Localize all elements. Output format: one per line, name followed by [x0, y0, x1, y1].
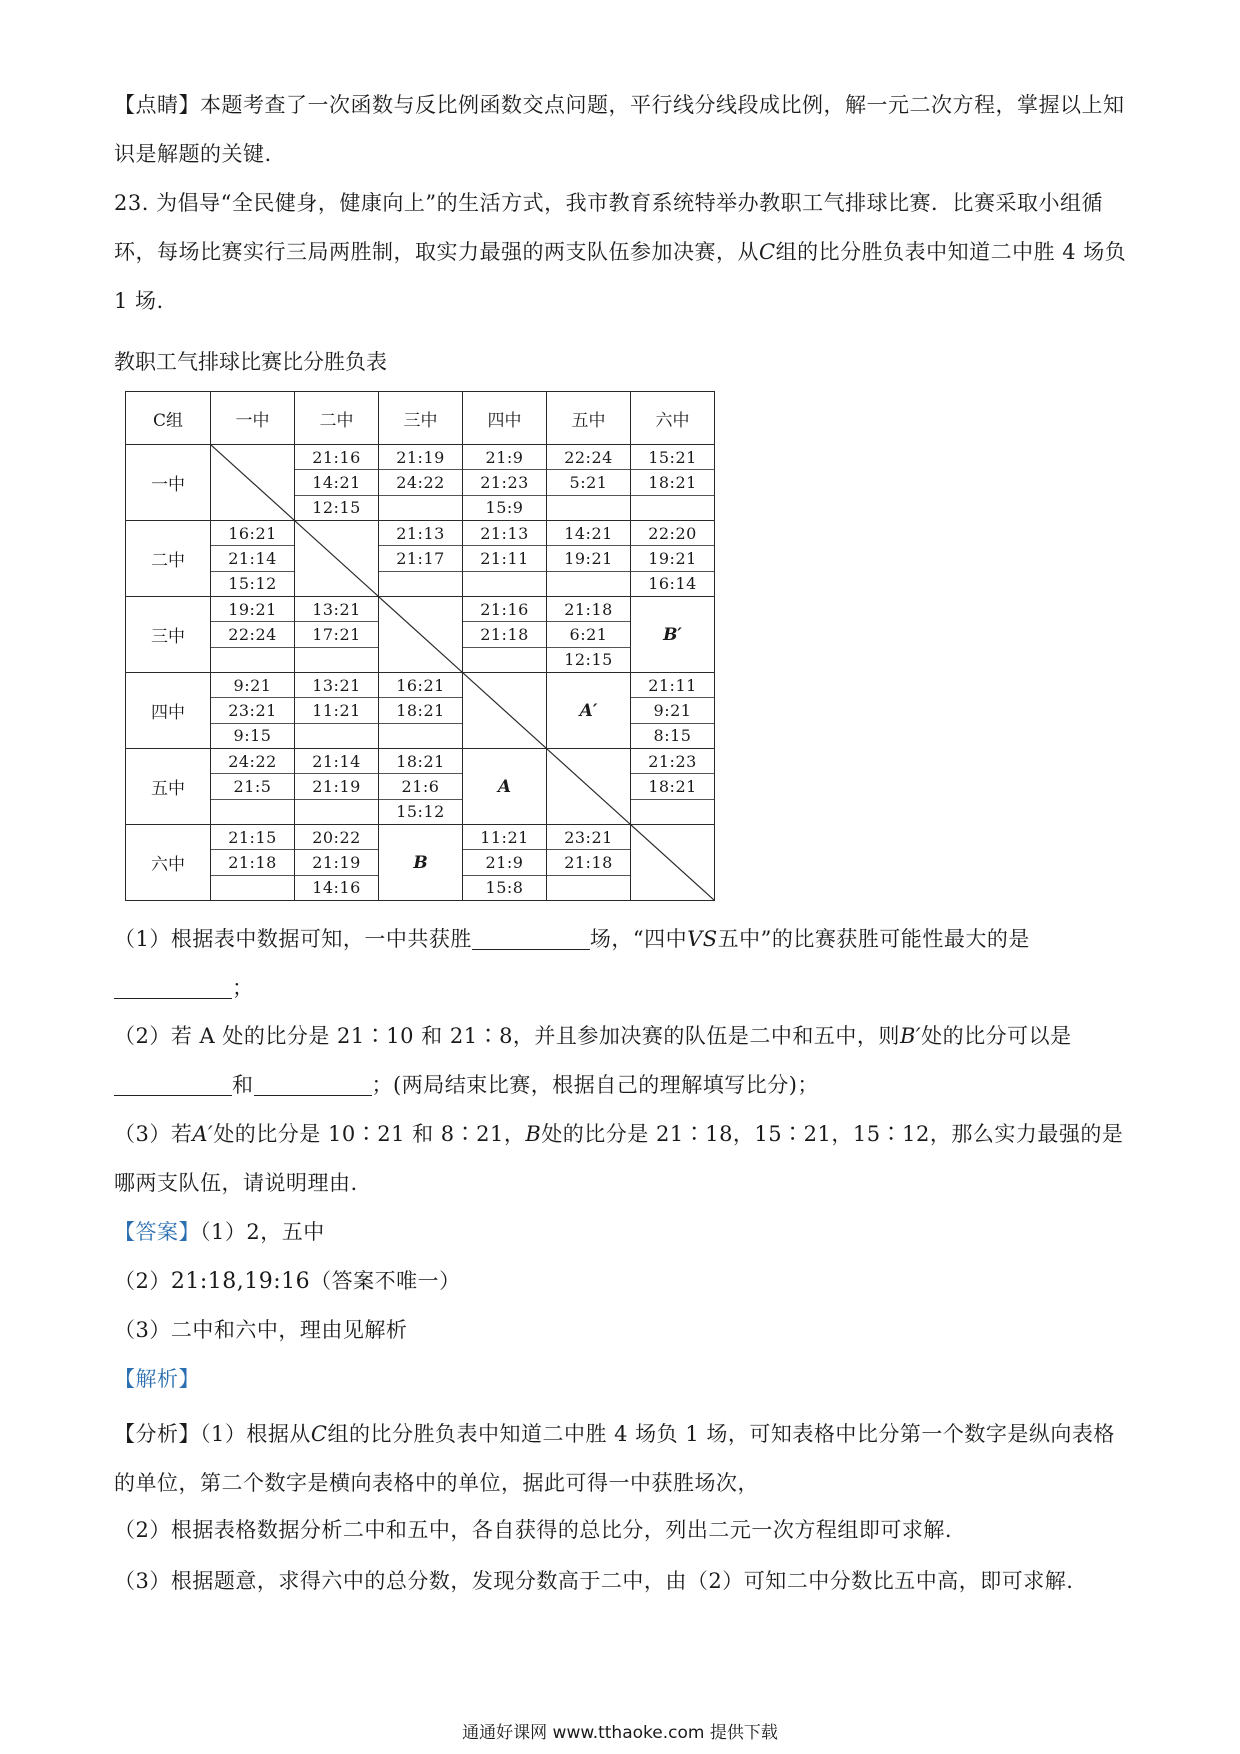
score-line	[295, 648, 378, 672]
score-line: 21:16	[295, 445, 378, 470]
diagonal-line	[295, 521, 378, 596]
score-line: 21:13	[463, 521, 546, 546]
score-lines	[211, 825, 294, 900]
score-cell	[463, 825, 547, 901]
score-cell	[211, 673, 295, 749]
score-line: 21:9	[463, 850, 546, 875]
score-lines	[379, 521, 462, 596]
score-line	[547, 876, 630, 900]
score-lines	[211, 521, 294, 596]
q3-paragraph	[114, 1110, 1134, 1208]
score-line: 19:21	[631, 546, 714, 571]
q3-b: B	[525, 1122, 542, 1146]
placeholder-letter: B	[413, 852, 428, 873]
score-cell	[295, 673, 379, 749]
score-cell	[631, 749, 715, 825]
score-cell	[211, 521, 295, 597]
score-line: 15:21	[631, 445, 714, 470]
table-corner: C组	[126, 392, 211, 445]
score-line: 14:21	[295, 470, 378, 495]
q1-text-d: ；	[232, 976, 254, 1000]
score-line: 21:23	[631, 749, 714, 774]
score-line: 14:16	[312, 878, 361, 898]
score-table-body	[126, 392, 715, 901]
score-cell	[463, 521, 547, 597]
score-line: 24:22	[379, 470, 462, 495]
q2-text-b: 处的比分可以是	[921, 1024, 1072, 1048]
score-cell	[547, 521, 631, 597]
score-cell	[631, 445, 715, 521]
score-line: 15:9	[485, 498, 524, 518]
score-line: 21:23	[463, 470, 546, 495]
score-table	[125, 391, 715, 901]
score-line	[631, 496, 714, 520]
placeholder-cell	[547, 673, 631, 749]
diagonal-cell	[211, 445, 295, 521]
score-lines	[463, 521, 546, 596]
score-lines	[547, 597, 630, 672]
score-line: 11:21	[463, 825, 546, 850]
placeholder-cell	[463, 749, 547, 825]
q1-blank-1[interactable]	[472, 927, 590, 950]
score-cell	[631, 673, 715, 749]
answer-tag: 【答案】	[114, 1220, 200, 1244]
score-cell	[547, 597, 631, 673]
score-line: 21:6	[379, 774, 462, 799]
score-line: 21:18	[211, 850, 294, 875]
row-header: 二中	[126, 521, 211, 597]
score-cell	[211, 825, 295, 901]
table-row	[126, 521, 715, 597]
score-line	[631, 800, 714, 824]
row-header: 五中	[126, 749, 211, 825]
score-line: 18:21	[379, 698, 462, 723]
placeholder-cell	[379, 825, 463, 901]
score-line: 21:15	[211, 825, 294, 850]
score-lines	[211, 673, 294, 748]
score-cell	[547, 825, 631, 901]
score-lines	[463, 445, 546, 520]
score-cell	[295, 597, 379, 673]
score-line	[379, 496, 462, 520]
q1-text-b: 场，“四中	[589, 927, 688, 951]
score-lines	[547, 521, 630, 596]
score-cell	[547, 445, 631, 521]
q2-text-a: （2）若 A 处的比分是 21∶10 和 21∶8，并且参加决赛的队伍是二中和五中，则	[114, 1024, 900, 1048]
score-line: 11:21	[295, 698, 378, 723]
score-lines	[379, 749, 462, 824]
score-line: 13:21	[295, 597, 378, 622]
analysis-p1-c: C	[310, 1422, 328, 1446]
score-cell	[379, 521, 463, 597]
score-line: 14:21	[547, 521, 630, 546]
score-line	[379, 724, 462, 748]
column-header: 四中	[463, 392, 547, 445]
score-line: 15:12	[228, 574, 277, 594]
score-lines	[463, 597, 546, 672]
score-line: 19:21	[211, 597, 294, 622]
q3-text-c: 处的比分是 21∶18，15∶21，15∶12，那么实力最强的是哪两支队伍，请说明理由.	[114, 1122, 1124, 1195]
diagonal-line	[463, 673, 546, 748]
score-line: 17:21	[295, 622, 378, 647]
score-line	[463, 648, 546, 672]
table-row	[126, 597, 715, 673]
table-row	[126, 749, 715, 825]
score-lines	[295, 597, 378, 672]
row-header: 一中	[126, 445, 211, 521]
score-line: 13:21	[295, 673, 378, 698]
score-line: 6:21	[547, 622, 630, 647]
score-lines	[379, 673, 462, 748]
score-line: 21:5	[211, 774, 294, 799]
score-lines	[631, 673, 714, 748]
analysis-p1	[114, 1410, 1134, 1508]
score-line: 9:21	[631, 698, 714, 723]
diagonal-line	[547, 749, 630, 824]
score-cell	[379, 445, 463, 521]
score-line: 21:19	[295, 774, 378, 799]
score-line: 16:14	[648, 574, 697, 594]
analysis-p2: （2）根据表格数据分析二中和五中，各自获得的总比分，列出二元一次方程组即可求解.	[114, 1518, 953, 1542]
diagonal-line	[631, 825, 714, 900]
diagonal-line	[211, 445, 294, 520]
score-lines	[295, 673, 378, 748]
q1-paragraph	[114, 915, 1134, 1013]
score-line: 21:13	[379, 521, 462, 546]
dianjing-text: 本题考查了一次函数与反比例函数交点问题，平行线分线段成比例，解一元二次方程，掌握以上知识是解题的关键.	[114, 93, 1125, 166]
placeholder-letter: B′	[663, 624, 682, 645]
score-line: 22:24	[211, 622, 294, 647]
analysis-p3: （3）根据题意，求得六中的总分数，发现分数高于二中，由（2）可知二中分数比五中高，即可求解.	[114, 1569, 1074, 1593]
dianjing-tag: 【点睛】	[114, 93, 200, 117]
diagonal-cell	[631, 825, 715, 901]
score-line: 15:12	[396, 802, 445, 822]
score-line: 9:15	[233, 726, 272, 746]
score-cell	[379, 749, 463, 825]
score-line: 21:18	[463, 622, 546, 647]
table-row	[126, 445, 715, 521]
q2-bprime: B′	[899, 1024, 922, 1048]
analysis-p1-b: 组的比分胜负表中知道二中胜 4 场负 1 场，可知表格中比分第一个数字是纵向表格的单位，第二个数字是横向表格中的单位，据此可得一中获胜场次，	[114, 1422, 1115, 1495]
score-line: 23:21	[211, 698, 294, 723]
score-line: 21:19	[295, 850, 378, 875]
column-header: 六中	[631, 392, 715, 445]
score-line: 5:21	[547, 470, 630, 495]
q2-paragraph	[114, 1012, 1134, 1110]
score-line: 21:18	[547, 597, 630, 622]
score-line	[547, 496, 630, 520]
answer-2-note: （答案不唯一）	[310, 1269, 461, 1293]
question-c-italic: C	[759, 240, 776, 264]
score-line: 18:21	[631, 774, 714, 799]
score-cell	[631, 521, 715, 597]
score-cell	[463, 597, 547, 673]
score-line	[211, 800, 294, 824]
placeholder-letter: A′	[579, 700, 598, 721]
score-lines	[295, 825, 378, 900]
diagonal-cell	[463, 673, 547, 749]
column-header: 三中	[379, 392, 463, 445]
score-lines	[463, 825, 546, 900]
score-cell	[463, 445, 547, 521]
score-line: 8:15	[653, 726, 692, 746]
score-lines	[631, 521, 714, 596]
score-cell	[295, 445, 379, 521]
score-lines	[631, 749, 714, 824]
score-line: 21:14	[295, 749, 378, 774]
score-lines	[211, 597, 294, 672]
score-line: 22:20	[631, 521, 714, 546]
score-line: 22:24	[547, 445, 630, 470]
q2-text-d: ；(两局结束比赛，根据自己的理解填写比分)；	[371, 1073, 819, 1097]
score-line: 16:21	[379, 673, 462, 698]
score-line: 12:15	[564, 650, 613, 670]
score-line	[211, 648, 294, 672]
score-lines	[379, 445, 462, 520]
score-line: 21:9	[463, 445, 546, 470]
answer-line-2	[114, 1257, 1134, 1306]
diagonal-cell	[295, 521, 379, 597]
diagonal-line	[379, 597, 462, 672]
score-cell	[211, 749, 295, 825]
q1-text-c: 五中”的比赛获胜可能性最大的是	[717, 927, 1030, 951]
score-line	[379, 572, 462, 596]
placeholder-letter: A	[497, 776, 512, 797]
score-line	[463, 572, 546, 596]
diagonal-cell	[379, 597, 463, 673]
score-line: 9:21	[211, 673, 294, 698]
q2-blank-2[interactable]	[254, 1073, 372, 1096]
score-line: 21:16	[463, 597, 546, 622]
answer-line-1	[114, 1208, 1134, 1257]
score-cell	[211, 597, 295, 673]
question-text-2: 组的比分胜负表中知道二中胜 4 场负 1 场.	[114, 240, 1127, 313]
score-cell	[295, 749, 379, 825]
question-text-1: 为倡导“全民健身，健康向上”的生活方式，我市教育系统特举办教职工气排球比赛．比赛采取小组循环，每场比赛实行三局两胜制，取实力最强的两支队伍参加决赛，从	[114, 191, 1104, 264]
score-lines	[211, 749, 294, 824]
q3-text-b: 处的比分是 10∶21 和 8∶21，	[213, 1122, 526, 1146]
q1-blank-2[interactable]	[114, 976, 232, 999]
table-title: 教职工气排球比赛比分胜负表	[114, 350, 387, 374]
score-line: 24:22	[211, 749, 294, 774]
score-line: 18:21	[631, 470, 714, 495]
score-lines	[547, 445, 630, 520]
diagonal-cell	[547, 749, 631, 825]
column-header: 五中	[547, 392, 631, 445]
q1-vs: VS	[687, 927, 718, 951]
score-line: 21:19	[379, 445, 462, 470]
score-line: 12:15	[312, 498, 361, 518]
column-header: 二中	[295, 392, 379, 445]
score-line: 23:21	[547, 825, 630, 850]
footer: 通通好课网 www.tthaoke.com 提供下载	[462, 1723, 778, 1743]
q2-blank-1[interactable]	[114, 1073, 232, 1096]
score-line	[295, 724, 378, 748]
q2-text-c: 和	[232, 1073, 254, 1097]
q1-text-a: （1）根据表中数据可知，一中共获胜	[114, 927, 472, 951]
score-line: 18:21	[379, 749, 462, 774]
jiexi-tag: 【解析】	[114, 1367, 200, 1391]
analysis-p1-a: （1）根据从	[200, 1422, 311, 1446]
q3-text-a: （3）若	[114, 1122, 193, 1146]
column-header: 一中	[211, 392, 295, 445]
analysis-tag: 【分析】	[114, 1422, 200, 1446]
score-line: 19:21	[547, 546, 630, 571]
answer-2-label: （2）	[114, 1269, 171, 1293]
table-header-row	[126, 392, 715, 445]
score-lines	[295, 749, 378, 824]
score-line: 15:8	[485, 878, 524, 898]
score-line	[295, 800, 378, 824]
score-lines	[295, 445, 378, 520]
q3-aprime: A′	[192, 1122, 214, 1146]
score-line: 16:21	[211, 521, 294, 546]
answer-line-3: （3）二中和六中，理由见解析	[114, 1318, 408, 1342]
score-line: 21:11	[631, 673, 714, 698]
score-line	[547, 572, 630, 596]
placeholder-cell	[631, 597, 715, 673]
score-lines	[547, 825, 630, 900]
answer-2-value: 21:18,19:16	[170, 1269, 311, 1294]
answer-1: （1）2，五中	[200, 1220, 325, 1244]
score-cell	[379, 673, 463, 749]
question-number: 23.	[114, 191, 149, 215]
score-line: 21:11	[463, 546, 546, 571]
score-line	[211, 876, 294, 900]
table-row	[126, 825, 715, 901]
dianjing-paragraph	[114, 81, 1134, 179]
question-23	[114, 179, 1134, 326]
row-header: 六中	[126, 825, 211, 901]
score-line: 21:14	[211, 546, 294, 571]
score-line: 21:18	[547, 850, 630, 875]
row-header: 四中	[126, 673, 211, 749]
table-row	[126, 673, 715, 749]
score-line: 21:17	[379, 546, 462, 571]
score-lines	[631, 445, 714, 520]
score-line: 20:22	[295, 825, 378, 850]
row-header: 三中	[126, 597, 211, 673]
score-cell	[295, 825, 379, 901]
